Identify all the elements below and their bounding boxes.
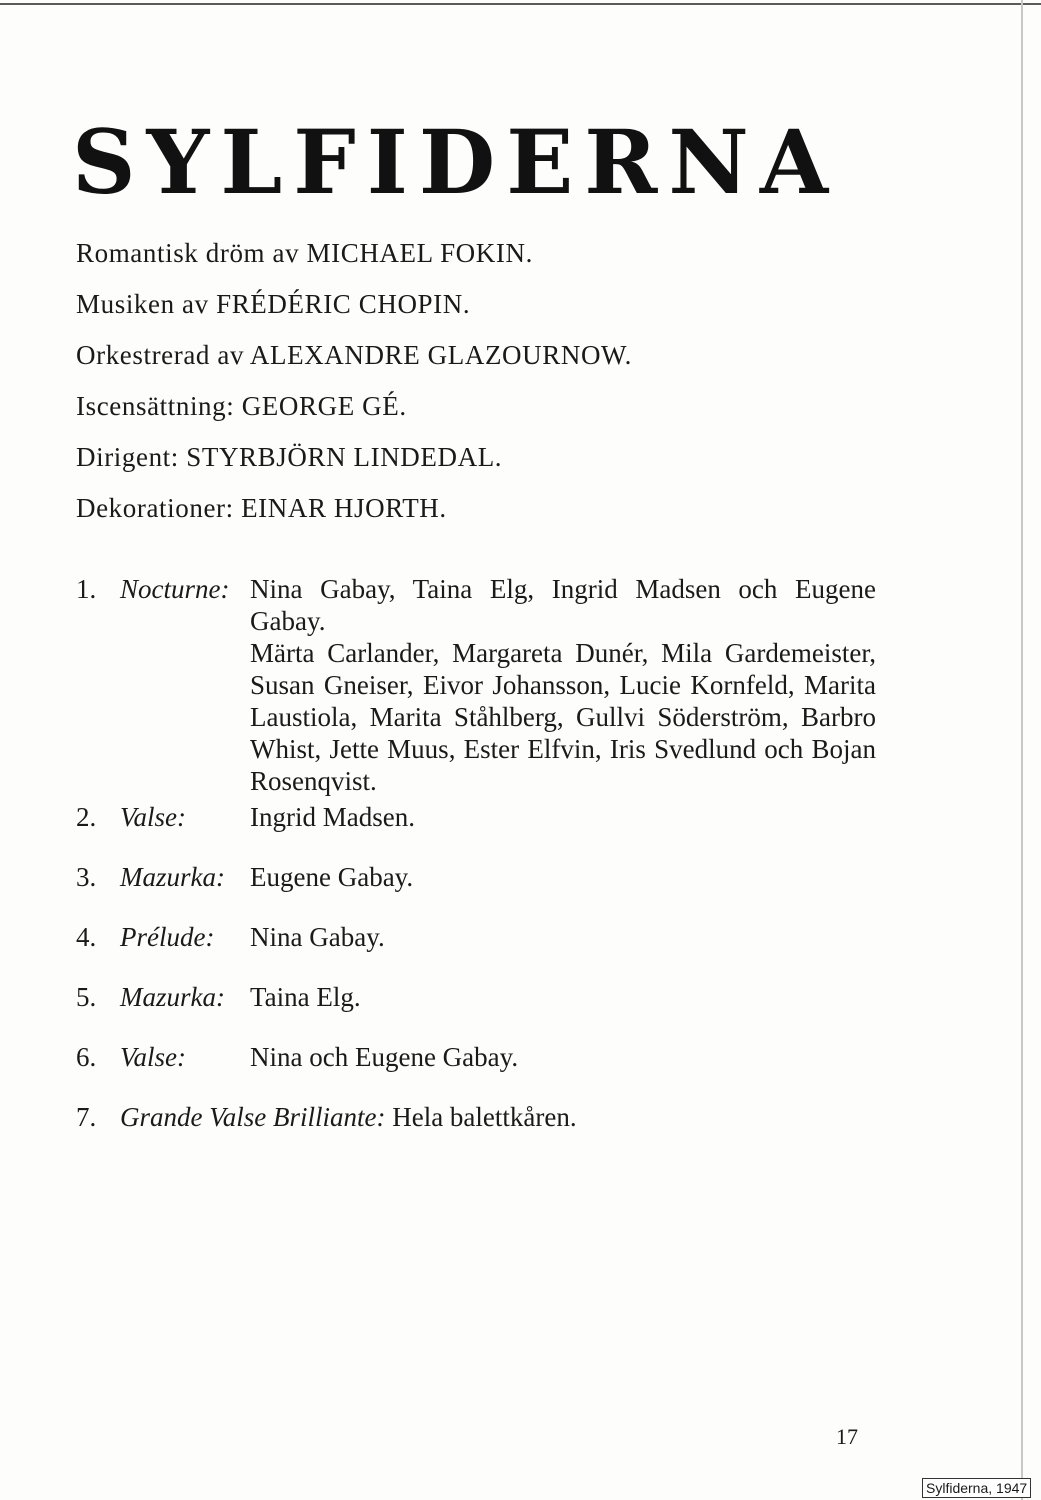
program-item <box>76 921 876 981</box>
credits-list <box>76 228 632 534</box>
soloists: Nina Gabay, Taina Elg, Ingrid Madsen och Eugene Gabay. <box>250 574 876 636</box>
dancers-block: Ingrid Madsen. <box>250 802 415 832</box>
dance-name: Mazurka: <box>120 982 225 1012</box>
credit-staging: Iscensättning: GEORGE GÉ. <box>76 391 407 421</box>
dance-name: Valse: <box>120 1042 186 1072</box>
image-caption: Sylfiderna, 1947 <box>922 1478 1031 1498</box>
program-item <box>76 801 876 861</box>
dance-name: Mazurka: <box>120 862 225 892</box>
item-number: 4. <box>76 922 97 952</box>
program-item <box>76 981 876 1041</box>
program-item <box>76 1101 876 1161</box>
dance-name: Nocturne: <box>120 574 230 604</box>
credit-conductor: Dirigent: STYRBJÖRN LINDEDAL. <box>76 442 503 472</box>
page-edge <box>1021 0 1023 1500</box>
credit-decorations: Dekorationer: EINAR HJORTH. <box>76 493 447 523</box>
item-number: 5. <box>76 982 97 1012</box>
dance-name: Prélude: <box>120 922 215 952</box>
credit-orchestration: Orkestrerad av ALEXANDRE GLAZOURNOW. <box>76 340 632 370</box>
ensemble: Märta Carlander, Margareta Dunér, Mila Gardemeister, Susan Gneiser, Eivor Johansson, Lucie Kornfeld, Marita Laustiola, Marita Ståhlberg, Gullvi Söderström, Barbro Whist, Jette Muus, Ester Elfvin, Iris Svedlund och Bojan Rosenqvist. <box>250 638 876 796</box>
program-item <box>76 573 876 801</box>
dancers-block: Eugene Gabay. <box>250 862 414 892</box>
program-list <box>76 573 876 1161</box>
dancers-block <box>250 573 876 797</box>
item-number: 7. <box>76 1102 97 1132</box>
dancers-block: Nina och Eugene Gabay. <box>250 1042 519 1072</box>
credit-choreography: Romantisk dröm av MICHAEL FOKIN. <box>76 238 533 268</box>
program-item <box>76 861 876 921</box>
dance-name: Valse: <box>120 802 186 832</box>
page-number: 17 <box>836 1424 858 1449</box>
dancers-block: Taina Elg. <box>250 982 361 1012</box>
dancers-block: Nina Gabay. <box>250 922 385 952</box>
item-number: 1. <box>76 574 97 604</box>
program-item <box>76 1041 876 1101</box>
item-number: 6. <box>76 1042 97 1072</box>
page-title: SYLFIDERNA <box>72 110 840 214</box>
top-rule <box>0 3 1041 5</box>
dance-line <box>120 1101 577 1133</box>
credit-music: Musiken av FRÉDÉRIC CHOPIN. <box>76 289 471 319</box>
dance-name: Grande Valse Brilliante: <box>120 1102 386 1132</box>
dancers-block: Hela balettkåren. <box>392 1102 577 1132</box>
item-number: 2. <box>76 802 97 832</box>
item-number: 3. <box>76 862 97 892</box>
